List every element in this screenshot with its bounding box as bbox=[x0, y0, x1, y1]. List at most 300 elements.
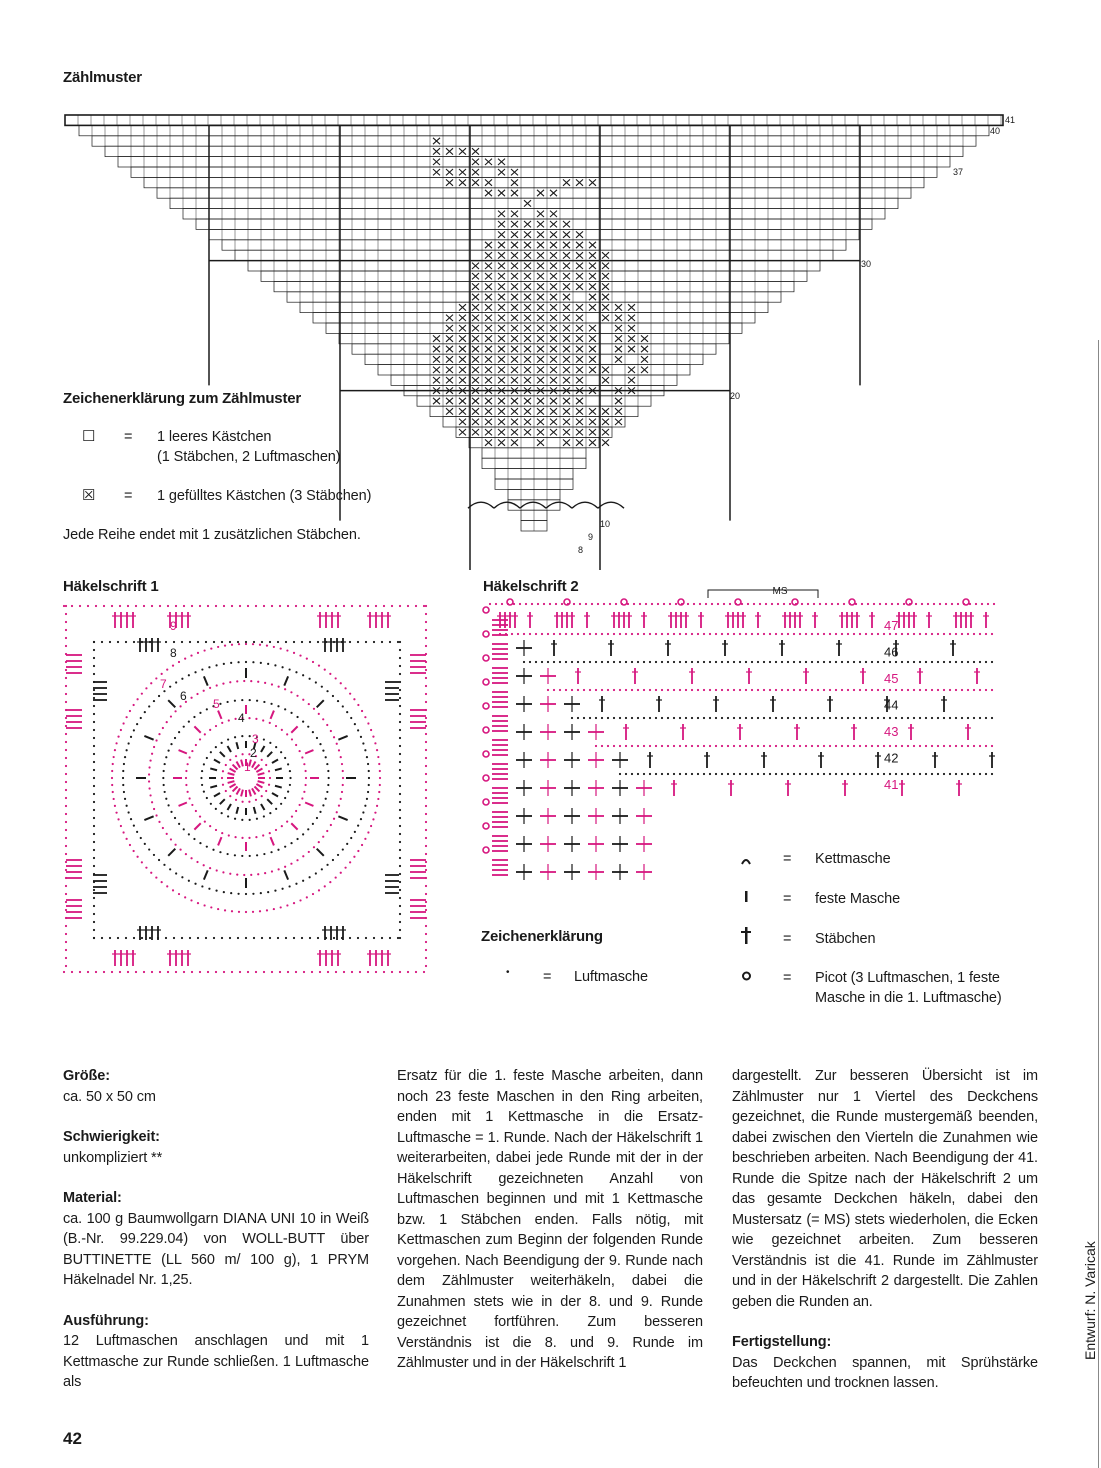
chain-dot bbox=[215, 664, 217, 666]
chain-dot bbox=[799, 717, 801, 719]
chain-dot bbox=[679, 661, 681, 663]
chain-dot bbox=[316, 737, 318, 739]
chain-dot bbox=[349, 693, 351, 695]
chain-dot bbox=[280, 647, 282, 649]
chain-dot bbox=[661, 773, 663, 775]
chain-dot bbox=[136, 856, 138, 858]
chain-dot bbox=[93, 769, 95, 771]
chain-dot bbox=[269, 722, 271, 724]
chain-dot bbox=[374, 812, 376, 814]
chain-dot bbox=[87, 971, 89, 973]
chain-dot bbox=[148, 766, 150, 768]
chain-dot bbox=[193, 838, 195, 840]
chain-dot bbox=[234, 854, 236, 856]
chain-dot bbox=[577, 717, 579, 719]
chain-dot bbox=[215, 829, 217, 831]
chain-dot bbox=[65, 685, 67, 687]
chain-dot bbox=[293, 641, 295, 643]
chain-dot bbox=[399, 857, 401, 859]
chain-dot bbox=[181, 678, 183, 680]
chain-dot bbox=[595, 689, 597, 691]
chain-dot bbox=[399, 705, 401, 707]
chain-dot bbox=[529, 661, 531, 663]
chain-dot bbox=[793, 661, 795, 663]
chain-dot bbox=[295, 810, 297, 812]
chain-dot bbox=[111, 770, 113, 772]
chain-dot bbox=[133, 704, 135, 706]
chain-dot bbox=[637, 745, 639, 747]
chain-dot bbox=[383, 971, 385, 973]
picot bbox=[483, 847, 489, 853]
chain-dot bbox=[231, 644, 233, 646]
chain-dot bbox=[65, 757, 67, 759]
chain-dot bbox=[425, 637, 427, 639]
chain-dot bbox=[847, 717, 849, 719]
chain-dot bbox=[649, 717, 651, 719]
chain-dot bbox=[126, 749, 128, 751]
chain-dot bbox=[895, 689, 897, 691]
chain-dot bbox=[376, 749, 378, 751]
single-crochet bbox=[272, 793, 278, 797]
chain-dot bbox=[787, 633, 789, 635]
chain-dot bbox=[159, 605, 161, 607]
chain-dot bbox=[967, 717, 969, 719]
chain-dot bbox=[591, 603, 593, 605]
chain-dot bbox=[234, 736, 236, 738]
chain-dot bbox=[221, 832, 223, 834]
chain-dot bbox=[241, 837, 243, 839]
chain-dot bbox=[65, 613, 67, 615]
chain-dot bbox=[399, 605, 401, 607]
chain-dot bbox=[399, 937, 401, 939]
chain-dot bbox=[158, 733, 160, 735]
chain-dot bbox=[607, 661, 609, 663]
chain-dot bbox=[125, 641, 127, 643]
chain-dot bbox=[136, 698, 138, 700]
chain-dot bbox=[955, 717, 957, 719]
chain-dot bbox=[739, 689, 741, 691]
chain-dot bbox=[987, 603, 989, 605]
chain-dot bbox=[330, 824, 332, 826]
chain-dot bbox=[835, 633, 837, 635]
chain-dot bbox=[289, 777, 291, 779]
chain-dot bbox=[943, 689, 945, 691]
chain-dot bbox=[379, 784, 381, 786]
chain-dot bbox=[985, 633, 987, 635]
chain-dot bbox=[425, 605, 427, 607]
chain-dot bbox=[769, 661, 771, 663]
chain-dot bbox=[278, 868, 280, 870]
chain-dot bbox=[381, 641, 383, 643]
chain-dot bbox=[685, 633, 687, 635]
chain-dot bbox=[727, 689, 729, 691]
chain-dot bbox=[991, 661, 993, 663]
chain-dot bbox=[65, 853, 67, 855]
chain-dot bbox=[649, 661, 651, 663]
chain-dot bbox=[169, 868, 171, 870]
chain-dot bbox=[342, 770, 344, 772]
chain-dot bbox=[364, 716, 366, 718]
chain-dot bbox=[63, 605, 65, 607]
chain-dot bbox=[319, 971, 321, 973]
chain-dot bbox=[229, 681, 231, 683]
chain-dot bbox=[309, 937, 311, 939]
chain-dot bbox=[739, 745, 741, 747]
chain-dot bbox=[312, 661, 314, 663]
chain-dot bbox=[943, 661, 945, 663]
chain-dot bbox=[655, 773, 657, 775]
chain-dot bbox=[877, 745, 879, 747]
chain-dot bbox=[122, 784, 124, 786]
chain-dot bbox=[383, 605, 385, 607]
chain-dot bbox=[204, 821, 206, 823]
chain-dot bbox=[161, 673, 163, 675]
chain-dot bbox=[170, 838, 172, 840]
chain-dot bbox=[373, 937, 375, 939]
chain-dot bbox=[973, 745, 975, 747]
chain-dot bbox=[129, 844, 131, 846]
chain-dot bbox=[877, 717, 879, 719]
chain-dot bbox=[189, 756, 191, 758]
chain-dot bbox=[853, 661, 855, 663]
chain-dot bbox=[425, 613, 427, 615]
chain-dot bbox=[284, 846, 286, 848]
chain-dot bbox=[715, 717, 717, 719]
chain-dot bbox=[619, 745, 621, 747]
chain-dot bbox=[252, 893, 254, 895]
chain-dot bbox=[71, 605, 73, 607]
chain-dot bbox=[212, 849, 214, 851]
chain-dot bbox=[296, 716, 298, 718]
chain-dot bbox=[399, 753, 401, 755]
chain-dot bbox=[166, 833, 168, 835]
chain-dot bbox=[925, 745, 927, 747]
chain-dot bbox=[181, 641, 183, 643]
chain-dot bbox=[367, 971, 369, 973]
round-number: 45 bbox=[884, 671, 899, 686]
chain-dot bbox=[777, 603, 779, 605]
chain-dot bbox=[175, 605, 177, 607]
chain-dot bbox=[321, 686, 323, 688]
chain-dot bbox=[161, 881, 163, 883]
chain-dot bbox=[364, 838, 366, 840]
chain-dot bbox=[93, 697, 95, 699]
chain-dot bbox=[210, 647, 212, 649]
chain-dot bbox=[65, 965, 67, 967]
single-crochet bbox=[261, 804, 265, 810]
chain-dot bbox=[209, 729, 211, 731]
legend2-picot-line2: Masche in die 1. Luftmasche) bbox=[815, 990, 1002, 1006]
chain-dot bbox=[573, 603, 575, 605]
chain-dot bbox=[829, 689, 831, 691]
chain-dot bbox=[763, 745, 765, 747]
chain-dot bbox=[979, 661, 981, 663]
chain-dot bbox=[949, 745, 951, 747]
single-crochet bbox=[270, 837, 273, 845]
chain-dot bbox=[210, 906, 212, 908]
chain-dot bbox=[158, 859, 160, 861]
chain-dot bbox=[377, 798, 379, 800]
chain-dot bbox=[957, 603, 959, 605]
material-text: ca. 100 g Baumwollgarn DIANA UNI 10 in Weiß (B.-Nr. 99.229.04) von WOLL-BUTT über BUTTINETTE (LL 560 m/ 100 g), 1 PRYM Häkelnadel Nr. 1,25. bbox=[63, 1210, 369, 1288]
chain-dot bbox=[931, 745, 933, 747]
chain-dot bbox=[273, 908, 275, 910]
chain-dot bbox=[733, 745, 735, 747]
chain-dot bbox=[805, 773, 807, 775]
chain-dot bbox=[991, 633, 993, 635]
chain-dot bbox=[535, 661, 537, 663]
chain-dot bbox=[295, 883, 297, 885]
chain-dot bbox=[823, 773, 825, 775]
chain-dot bbox=[399, 865, 401, 867]
chain-dot bbox=[111, 971, 113, 973]
chain-dot bbox=[729, 603, 731, 605]
chain-dot bbox=[425, 765, 427, 767]
chain-dot bbox=[162, 727, 164, 729]
chain-dot bbox=[801, 603, 803, 605]
chain-dot bbox=[697, 661, 699, 663]
chain-dot bbox=[991, 745, 993, 747]
legend2-eq: = bbox=[783, 931, 792, 947]
chain-dot bbox=[877, 633, 879, 635]
chain-dot bbox=[309, 641, 311, 643]
chain-dot bbox=[341, 763, 343, 765]
chain-dot bbox=[65, 837, 67, 839]
chain-dot bbox=[425, 885, 427, 887]
chain-dot bbox=[853, 773, 855, 775]
chain-dot bbox=[425, 861, 427, 863]
chain-dot bbox=[93, 817, 95, 819]
chain-dot bbox=[813, 603, 815, 605]
chain-dot bbox=[190, 654, 192, 656]
chain-dot bbox=[93, 937, 95, 939]
chain-dot bbox=[257, 681, 259, 683]
chain-dot bbox=[65, 629, 67, 631]
chain-dot bbox=[361, 844, 363, 846]
chain-dot bbox=[215, 971, 217, 973]
chain-dot bbox=[93, 801, 95, 803]
chain-dot bbox=[501, 603, 503, 605]
chain-dot bbox=[338, 749, 340, 751]
filet-chart bbox=[0, 0, 1101, 570]
chain-dot bbox=[373, 641, 375, 643]
chain-dot bbox=[805, 745, 807, 747]
chain-dot bbox=[841, 745, 843, 747]
chain-dot bbox=[312, 893, 314, 895]
chain-dot bbox=[697, 633, 699, 635]
chain-dot bbox=[425, 629, 427, 631]
chain-dot bbox=[135, 971, 137, 973]
chain-dot bbox=[723, 603, 725, 605]
chain-dot bbox=[835, 745, 837, 747]
chain-dot bbox=[657, 603, 659, 605]
single-crochet bbox=[210, 768, 217, 770]
chain-dot bbox=[699, 603, 701, 605]
chain-dot bbox=[901, 773, 903, 775]
chain-dot bbox=[187, 763, 189, 765]
chain-dot bbox=[775, 717, 777, 719]
chain-dot bbox=[151, 971, 153, 973]
chain-dot bbox=[203, 791, 205, 793]
chain-dot bbox=[399, 713, 401, 715]
legend2-eq: = bbox=[783, 970, 792, 986]
chain-dot bbox=[93, 673, 95, 675]
filet-row-labels bbox=[578, 115, 1015, 555]
chain-dot bbox=[613, 661, 615, 663]
chain-dot bbox=[661, 633, 663, 635]
chain-dot bbox=[703, 661, 705, 663]
legend1-title: Zeichenerklärung zum Zählmuster bbox=[63, 390, 307, 407]
chain-dot bbox=[859, 689, 861, 691]
chain-dot bbox=[811, 661, 813, 663]
chain-dot bbox=[367, 722, 369, 724]
chain-dot bbox=[379, 770, 381, 772]
chain-dot bbox=[625, 745, 627, 747]
single-crochet bbox=[275, 768, 282, 770]
chain-dot bbox=[871, 689, 873, 691]
chain-dot bbox=[691, 661, 693, 663]
chain-dot bbox=[619, 717, 621, 719]
chain-dot bbox=[277, 849, 279, 851]
chain-dot bbox=[847, 661, 849, 663]
legend2-kettmasche: Kettmasche bbox=[815, 851, 891, 867]
chain-dot bbox=[367, 791, 369, 793]
chain-dot bbox=[357, 937, 359, 939]
chain-dot bbox=[425, 933, 427, 935]
chain-dot bbox=[673, 745, 675, 747]
single-crochet bbox=[291, 823, 297, 829]
chain-dot bbox=[141, 693, 143, 695]
chain-dot bbox=[425, 821, 427, 823]
chain-dot bbox=[589, 689, 591, 691]
chain-dot bbox=[65, 941, 67, 943]
chain-dot bbox=[667, 717, 669, 719]
chain-dot bbox=[399, 825, 401, 827]
chain-dot bbox=[302, 699, 304, 701]
chain-dot bbox=[210, 751, 212, 753]
picot bbox=[483, 631, 489, 637]
chain-dot bbox=[889, 633, 891, 635]
chain-dot bbox=[967, 633, 969, 635]
chain-dot bbox=[368, 770, 370, 772]
chain-dot bbox=[679, 717, 681, 719]
chain-dot bbox=[321, 868, 323, 870]
chain-dot bbox=[751, 745, 753, 747]
chain-dot bbox=[93, 657, 95, 659]
chain-dot bbox=[93, 729, 95, 731]
chain-dot bbox=[799, 661, 801, 663]
chain-dot bbox=[703, 689, 705, 691]
chain-dot bbox=[655, 661, 657, 663]
single-crochet bbox=[228, 773, 235, 775]
chain-dot bbox=[389, 937, 391, 939]
legend1-note: Jede Reihe endet mit 1 zusätzlichen Stäbchen. bbox=[63, 527, 361, 543]
chain-dot bbox=[111, 784, 113, 786]
chain-dot bbox=[327, 784, 329, 786]
single-crochet bbox=[194, 726, 200, 732]
chain-dot bbox=[711, 603, 713, 605]
chain-dot bbox=[150, 872, 152, 874]
chain-dot bbox=[853, 633, 855, 635]
chain-dot bbox=[248, 717, 250, 719]
chain-dot bbox=[172, 889, 174, 891]
groesse-heading: Größe: bbox=[63, 1068, 110, 1084]
chain-dot bbox=[346, 711, 348, 713]
chain-dot bbox=[271, 870, 273, 872]
chain-dot bbox=[769, 745, 771, 747]
chain-dot bbox=[595, 633, 597, 635]
chain-dot bbox=[399, 801, 401, 803]
chain-dot bbox=[919, 661, 921, 663]
chain-dot bbox=[354, 831, 356, 833]
chain-dot bbox=[655, 633, 657, 635]
chain-dot bbox=[200, 777, 202, 779]
chain-dot bbox=[781, 633, 783, 635]
chain-dot bbox=[853, 717, 855, 719]
chain-dot bbox=[87, 605, 89, 607]
chain-dot bbox=[295, 605, 297, 607]
chain-dot bbox=[149, 759, 151, 761]
chain-dot bbox=[673, 773, 675, 775]
single-crochet bbox=[168, 849, 175, 856]
chain-dot bbox=[547, 661, 549, 663]
chain-dot bbox=[95, 971, 97, 973]
chain-dot bbox=[979, 717, 981, 719]
chain-dot bbox=[823, 633, 825, 635]
chain-dot bbox=[308, 703, 310, 705]
chain-dot bbox=[136, 723, 138, 725]
chain-dot bbox=[144, 843, 146, 845]
material-heading: Material: bbox=[63, 1190, 122, 1206]
chain-dot bbox=[215, 890, 217, 892]
chain-dot bbox=[595, 717, 597, 719]
chain-dot bbox=[340, 798, 342, 800]
chain-dot-icon: • bbox=[506, 967, 510, 978]
chain-dot bbox=[415, 605, 417, 607]
chain-dot bbox=[364, 805, 366, 807]
chain-dot bbox=[285, 641, 287, 643]
chain-dot bbox=[362, 811, 364, 813]
single-crochet bbox=[249, 790, 251, 797]
chain-dot bbox=[607, 745, 609, 747]
chain-dot bbox=[425, 837, 427, 839]
chain-dot bbox=[637, 633, 639, 635]
chain-dot bbox=[907, 661, 909, 663]
chain-dot bbox=[619, 661, 621, 663]
chain-dot bbox=[879, 603, 881, 605]
chain-dot bbox=[391, 605, 393, 607]
chain-dot bbox=[799, 633, 801, 635]
chain-dot bbox=[937, 717, 939, 719]
chain-dot bbox=[303, 791, 305, 793]
chain-dot bbox=[342, 705, 344, 707]
chain-dot bbox=[190, 697, 192, 699]
chain-dot bbox=[625, 661, 627, 663]
chain-dot bbox=[945, 603, 947, 605]
chain-dot bbox=[109, 641, 111, 643]
chain-dot bbox=[565, 661, 567, 663]
chain-dot bbox=[291, 815, 293, 817]
chain-dot bbox=[185, 770, 187, 772]
chain-dot bbox=[985, 661, 987, 663]
chain-dot bbox=[299, 654, 301, 656]
chain-dot bbox=[967, 661, 969, 663]
chain-dot bbox=[425, 869, 427, 871]
picot bbox=[621, 599, 627, 605]
chain-dot bbox=[71, 971, 73, 973]
chain-dot bbox=[691, 633, 693, 635]
chain-dot bbox=[955, 745, 957, 747]
